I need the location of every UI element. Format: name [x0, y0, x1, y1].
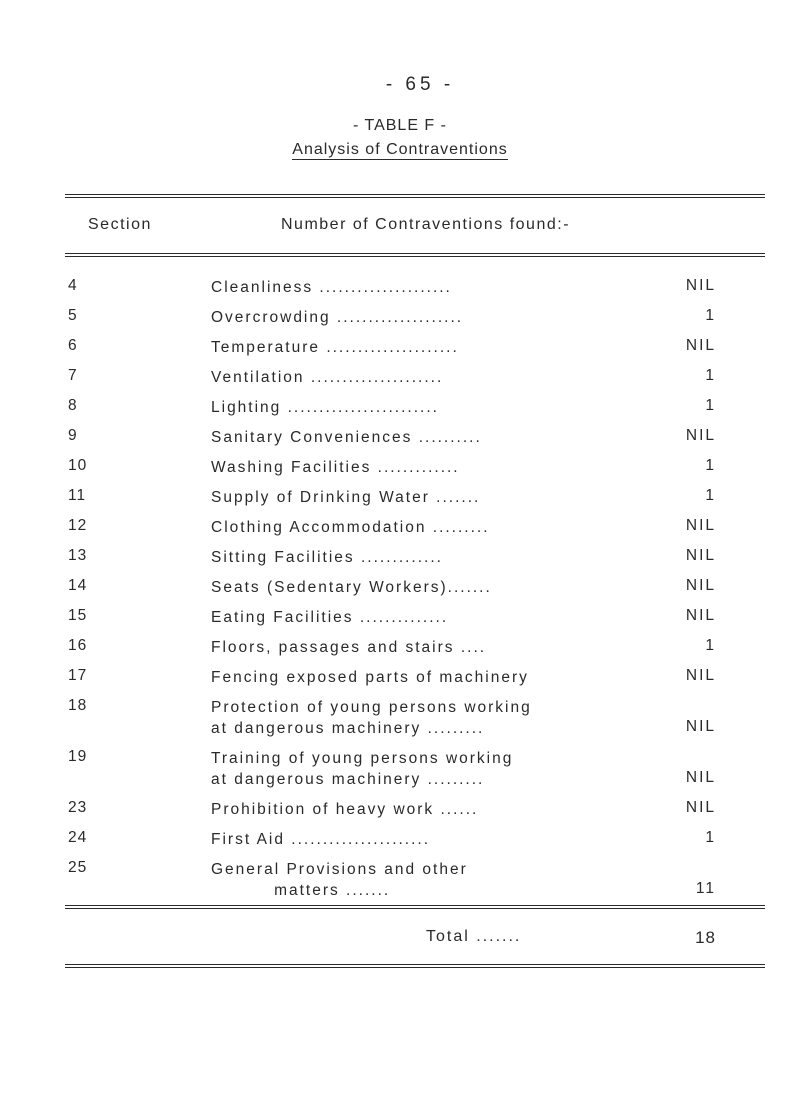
contravention-count: NIL	[685, 799, 716, 816]
contravention-description	[211, 487, 631, 508]
table-subtitle	[0, 141, 800, 159]
description-line: Fencing exposed parts of machinery	[211, 669, 529, 686]
contravention-count: 1	[705, 367, 716, 384]
table-subtitle-text: Analysis of Contraventions	[292, 141, 508, 158]
description-line: Protection of young persons working	[211, 699, 532, 716]
section-number: 11	[68, 487, 87, 504]
section-number: 13	[68, 547, 88, 564]
total-label: Total .......	[426, 928, 522, 945]
contravention-description	[211, 667, 631, 688]
description-line: Training of young persons working	[211, 750, 514, 767]
description-line: Supply of Drinking Water .......	[211, 489, 481, 506]
page-number: - 65 -	[385, 74, 455, 95]
contravention-count: NIL	[685, 337, 716, 354]
contravention-count: 11	[695, 880, 716, 897]
description-line: First Aid ......................	[211, 831, 431, 848]
contravention-description	[211, 829, 631, 850]
contravention-count: 1	[705, 457, 716, 474]
contravention-count: NIL	[685, 427, 716, 444]
contravention-count: 1	[705, 637, 716, 654]
contravention-count: 1	[705, 307, 716, 324]
contravention-description	[211, 859, 631, 901]
section-number: 17	[68, 667, 88, 684]
contravention-count: NIL	[685, 547, 716, 564]
contravention-count: 1	[705, 397, 716, 414]
section-number: 14	[68, 577, 88, 594]
section-number: 4	[68, 277, 78, 294]
description-line: at dangerous machinery .........	[211, 720, 485, 737]
total-value: 18	[695, 928, 716, 947]
contravention-description	[211, 307, 631, 328]
contravention-count: NIL	[685, 667, 716, 684]
description-line: Cleanliness .....................	[211, 279, 452, 296]
header-bottom-rule	[65, 253, 765, 257]
section-column-header: Section	[88, 216, 152, 233]
description-line: Overcrowding ....................	[211, 309, 464, 326]
contravention-description	[211, 547, 631, 568]
contravention-count: NIL	[685, 577, 716, 594]
description-line: Floors, passages and stairs ....	[211, 639, 487, 656]
section-number: 24	[68, 829, 88, 846]
contravention-description	[211, 748, 631, 790]
description-line: at dangerous machinery .........	[211, 771, 485, 788]
description-line: Ventilation .....................	[211, 369, 444, 386]
section-number: 23	[68, 799, 88, 816]
contravention-count: NIL	[685, 607, 716, 624]
contravention-description	[211, 799, 631, 820]
description-line: Lighting ........................	[211, 399, 439, 416]
description-line: Temperature .....................	[211, 339, 459, 356]
description-line: Sanitary Conveniences ..........	[211, 429, 482, 446]
contravention-count: NIL	[685, 517, 716, 534]
contravention-count: 1	[705, 487, 716, 504]
description-line: General Provisions and other	[211, 861, 468, 878]
description-line: Eating Facilities ..............	[211, 609, 449, 626]
header-top-rule	[65, 194, 765, 198]
contravention-description	[211, 367, 631, 388]
total-bottom-rule	[65, 964, 765, 968]
contravention-description	[211, 517, 631, 538]
contravention-description	[211, 577, 631, 598]
section-number: 18	[68, 697, 88, 714]
section-number: 9	[68, 427, 78, 444]
description-line: Sitting Facilities .............	[211, 549, 443, 566]
description-line: Washing Facilities .............	[211, 459, 460, 476]
description-line: Prohibition of heavy work ......	[211, 801, 479, 818]
section-number: 8	[68, 397, 78, 414]
section-number: 6	[68, 337, 78, 354]
section-number: 5	[68, 307, 78, 324]
contravention-count: NIL	[685, 718, 716, 735]
section-number: 25	[68, 859, 88, 876]
section-number: 7	[68, 367, 78, 384]
description-line: matters .......	[211, 882, 391, 899]
contravention-description	[211, 427, 631, 448]
section-number: 10	[68, 457, 88, 474]
contravention-count: NIL	[685, 277, 716, 294]
section-number: 15	[68, 607, 88, 624]
contravention-count: 1	[705, 829, 716, 846]
contravention-description	[211, 607, 631, 628]
table-title: - TABLE F -	[353, 117, 447, 134]
contravention-description	[211, 397, 631, 418]
section-number: 12	[68, 517, 88, 534]
contravention-description	[211, 277, 631, 298]
description-line: Seats (Sedentary Workers).......	[211, 579, 492, 596]
contravention-description	[211, 457, 631, 478]
description-line: Clothing Accommodation .........	[211, 519, 490, 536]
contravention-count: NIL	[685, 769, 716, 786]
section-number: 16	[68, 637, 88, 654]
contravention-description	[211, 337, 631, 358]
contravention-description	[211, 697, 631, 739]
section-number: 19	[68, 748, 88, 765]
count-column-header: Number of Contraventions found:-	[281, 216, 571, 233]
total-top-rule	[65, 905, 765, 909]
contravention-description	[211, 637, 631, 658]
